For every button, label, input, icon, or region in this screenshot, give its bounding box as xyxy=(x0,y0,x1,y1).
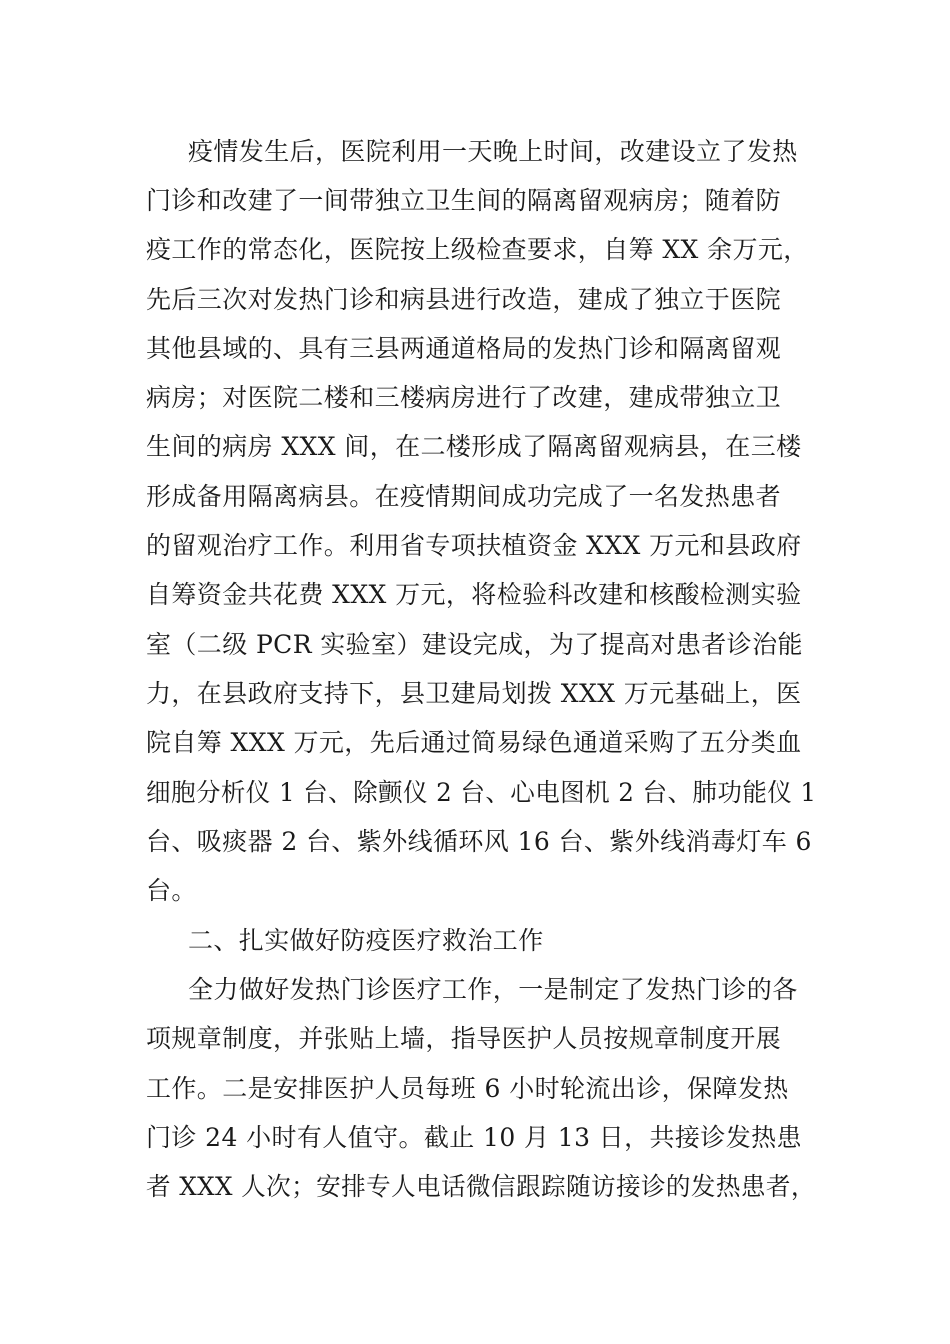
section-heading: 二、扎实做好防疫医疗救治工作 xyxy=(188,926,544,955)
paragraph-1-line-1: 疫情发生后，医院利用一天晚上时间，改建设立了发热 xyxy=(188,137,798,166)
paragraph-1-line-16: 台。 xyxy=(146,876,197,905)
paragraph-1-line-4: 先后三次对发热门诊和病县进行改造，建成了独立于医院 xyxy=(146,285,782,314)
paragraph-1-line-11: 室（二级 PCR 实验室）建设完成，为了提高对患者诊治能 xyxy=(146,630,803,659)
paragraph-1-line-13: 院自筹 XXX 万元，先后通过简易绿色通道采购了五分类血 xyxy=(146,728,802,757)
paragraph-2-line-2: 项规章制度，并张贴上墙，指导医护人员按规章制度开展 xyxy=(146,1024,782,1053)
paragraph-1-line-7: 生间的病房 XXX 间，在二楼形成了隔离留观病县，在三楼 xyxy=(146,432,802,461)
paragraph-2-line-1: 全力做好发热门诊医疗工作，一是制定了发热门诊的各 xyxy=(188,975,798,1004)
paragraph-2-line-4: 门诊 24 小时有人值守。截止 10 月 13 日，共接诊发热患 xyxy=(146,1123,802,1152)
paragraph-2-line-3: 工作。二是安排医护人员每班 6 小时轮流出诊，保障发热 xyxy=(146,1074,789,1103)
paragraph-1-line-9: 的留观治疗工作。利用省专项扶植资金 XXX 万元和县政府 xyxy=(146,531,802,560)
paragraph-1-line-6: 病房；对医院二楼和三楼病房进行了改建，建成带独立卫 xyxy=(146,383,782,412)
paragraph-1-line-10: 自筹资金共花费 XXX 万元，将检验科改建和核酸检测实验 xyxy=(146,580,802,609)
paragraph-1-line-5: 其他县域的、具有三县两通道格局的发热门诊和隔离留观 xyxy=(146,334,782,363)
paragraph-1-line-8: 形成备用隔离病县。在疫情期间成功完成了一名发热患者 xyxy=(146,482,782,511)
paragraph-1-line-14: 细胞分析仪 1 台、除颤仪 2 台、心电图机 2 台、肺功能仪 1 xyxy=(146,778,817,807)
paragraph-1-line-12: 力，在县政府支持下，县卫建局划拨 XXX 万元基础上，医 xyxy=(146,679,802,708)
paragraph-1-line-15: 台、吸痰器 2 台、紫外线循环风 16 台、紫外线消毒灯车 6 xyxy=(146,827,812,856)
paragraph-1-line-2: 门诊和改建了一间带独立卫生间的隔离留观病房；随着防 xyxy=(146,186,782,215)
paragraph-2-line-5: 者 XXX 人次；安排专人电话微信跟踪随访接诊的发热患者， xyxy=(146,1172,816,1201)
paragraph-1-line-3: 疫工作的常态化，医院按上级检查要求，自筹 XX 余万元， xyxy=(146,235,809,264)
